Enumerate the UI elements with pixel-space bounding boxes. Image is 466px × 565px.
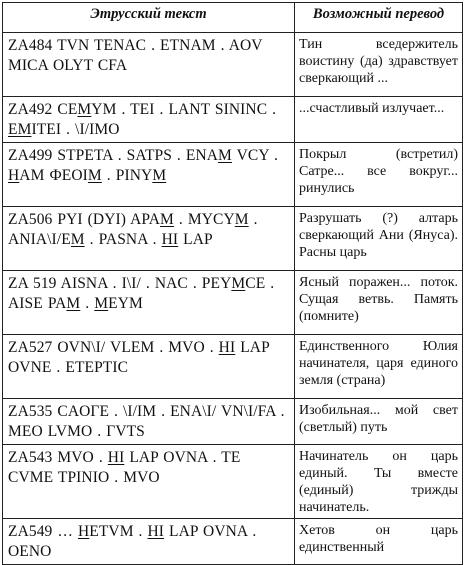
text-segment: ITEI . \I/IMO: [31, 121, 120, 138]
etruscan-text-cell: [3, 445, 295, 519]
table-row: [3, 97, 463, 143]
text-segment: OENO: [8, 543, 52, 560]
text-segment: CVME TPINIO . MVO: [8, 469, 160, 486]
underlined-letter: E: [8, 121, 18, 138]
text-segment: LAP: [178, 231, 213, 248]
text-segment: AISE PA: [8, 295, 67, 312]
etruscan-text-line: [8, 120, 290, 140]
text-segment: VCY .: [231, 147, 279, 164]
etruscan-text-cell: [3, 143, 295, 207]
etruscan-text-line: [8, 36, 290, 56]
table-header-row: [3, 3, 463, 33]
translation-cell: Покрыл (встретил) Сатре... все вокруг... ринулись: [295, 143, 463, 207]
text-segment: EYM: [108, 295, 143, 312]
text-segment: ZA543 MVO .: [8, 449, 108, 466]
text-segment: . MYCY: [173, 211, 235, 228]
etruscan-text-line: [8, 468, 290, 488]
etruscan-text-line: [8, 338, 290, 358]
text-segment: .: [80, 295, 95, 312]
text-segment: ZA492 CE: [8, 101, 78, 118]
text-segment: AM ФEOI: [19, 167, 88, 184]
underlined-letter: M: [66, 295, 81, 312]
text-segment: MICA OLYT CFA: [8, 57, 128, 74]
etruscan-text-line: [8, 522, 290, 542]
etruscan-text-cell: [3, 33, 295, 97]
underlined-letter: HI: [147, 523, 165, 540]
underlined-letter: HI: [107, 449, 125, 466]
translation-cell: Разрушать (?) алтарь сверкающий Ани (Януса). Расны царь: [295, 207, 463, 271]
etruscan-text-cell: [3, 271, 295, 335]
etruscan-text-line: [8, 166, 290, 186]
text-segment: MEO LVMO . ГVTS: [8, 423, 145, 440]
underlined-letter: M: [231, 275, 246, 292]
text-segment: ANIA\I/E: [8, 231, 71, 248]
etruscan-text-line: [8, 358, 290, 378]
etruscan-text-line: [8, 542, 290, 562]
table-row: [3, 445, 463, 519]
etruscan-text-line: [8, 294, 290, 314]
etruscan-text-line: [8, 100, 290, 120]
text-segment: YM . TEI . LANT SININC .: [91, 101, 277, 118]
table-body: [3, 33, 463, 565]
underlined-letter: M: [160, 211, 174, 228]
table-row: [3, 33, 463, 97]
etruscan-text-line: [8, 210, 290, 230]
etruscan-text-cell: [3, 335, 295, 399]
etruscan-text-cell: [3, 97, 295, 143]
underlined-letter: M: [94, 295, 109, 312]
text-segment: . PINY: [101, 167, 153, 184]
underlined-letter: H: [77, 523, 90, 540]
header-possible-translation: Возможный перевод: [295, 3, 463, 33]
translation-cell: Ясный поражен... поток. Сущая ветвь. Память (помните): [295, 271, 463, 335]
etruscan-text-line: [8, 274, 290, 294]
text-segment: ZA 519 AISNA . I\I/ . NAC . PEY: [8, 275, 232, 292]
translation-cell: ...счастливый излучает...: [295, 97, 463, 143]
header-etruscan-text: Этрусский текст: [3, 3, 295, 33]
underlined-letter: HI: [161, 231, 179, 248]
text-segment: ZA506 PYI (DYI) APA: [8, 211, 161, 228]
table-row: [3, 335, 463, 399]
text-segment: CE .: [245, 275, 275, 292]
etruscan-text-line: [8, 146, 290, 166]
underlined-letter: H: [8, 167, 20, 184]
text-segment: ZA527 OVN\I/ VLEM . MVO .: [8, 339, 219, 356]
underlined-letter: M: [87, 167, 102, 184]
text-segment: ZA499 STPETA . SATPS . ENA: [8, 147, 219, 164]
etruscan-text-line: [8, 56, 290, 76]
translation-cell: Единственного Юлия начинателя, царя единого земля (страна): [295, 335, 463, 399]
text-segment: ZA484 TVN TENAC . ETNAM . AOV: [8, 37, 263, 54]
table-row: [3, 207, 463, 271]
etruscan-text-line: [8, 422, 290, 442]
underlined-letter: HI: [218, 339, 236, 356]
text-segment: ZA535 CAOГE . \I/IM . ENA\I/ VN\I/FA .: [8, 403, 285, 420]
table-row: [3, 399, 463, 445]
text-segment: .: [248, 211, 258, 228]
table-row: [3, 143, 463, 207]
underlined-letter: M: [152, 167, 167, 184]
etruscan-text-line: [8, 230, 290, 250]
underlined-letter: M: [77, 101, 92, 118]
text-segment: LAP OVNA .: [164, 523, 257, 540]
translation-cell: Тин вседержитель воистину (да) здравствует сверкающий ...: [295, 33, 463, 97]
underlined-letter: M: [234, 211, 249, 228]
etruscan-text-line: [8, 448, 290, 468]
text-segment: . PASNA .: [84, 231, 162, 248]
text-segment: ETVM .: [89, 523, 148, 540]
etruscan-translation-table-wrap: [2, 2, 462, 565]
text-segment: LAP OVNA . TE: [124, 449, 241, 466]
etruscan-translation-table: [2, 2, 463, 565]
text-segment: OVNE . ETEPTIC: [8, 359, 129, 376]
text-segment: ZA549 …: [8, 523, 78, 540]
underlined-letter: M: [17, 121, 32, 138]
underlined-letter: M: [218, 147, 232, 164]
etruscan-text-line: [8, 402, 290, 422]
translation-cell: Хетов он царь единственный: [295, 519, 463, 565]
translation-cell: Начинатель он царь единый. Ты вместе (единый) трижды начинатель.: [295, 445, 463, 519]
translation-cell: Изобильная... мой свет (светлый) путь: [295, 399, 463, 445]
etruscan-text-cell: [3, 399, 295, 445]
text-segment: LAP: [235, 339, 270, 356]
etruscan-text-cell: [3, 207, 295, 271]
underlined-letter: M: [70, 231, 85, 248]
table-row: [3, 271, 463, 335]
